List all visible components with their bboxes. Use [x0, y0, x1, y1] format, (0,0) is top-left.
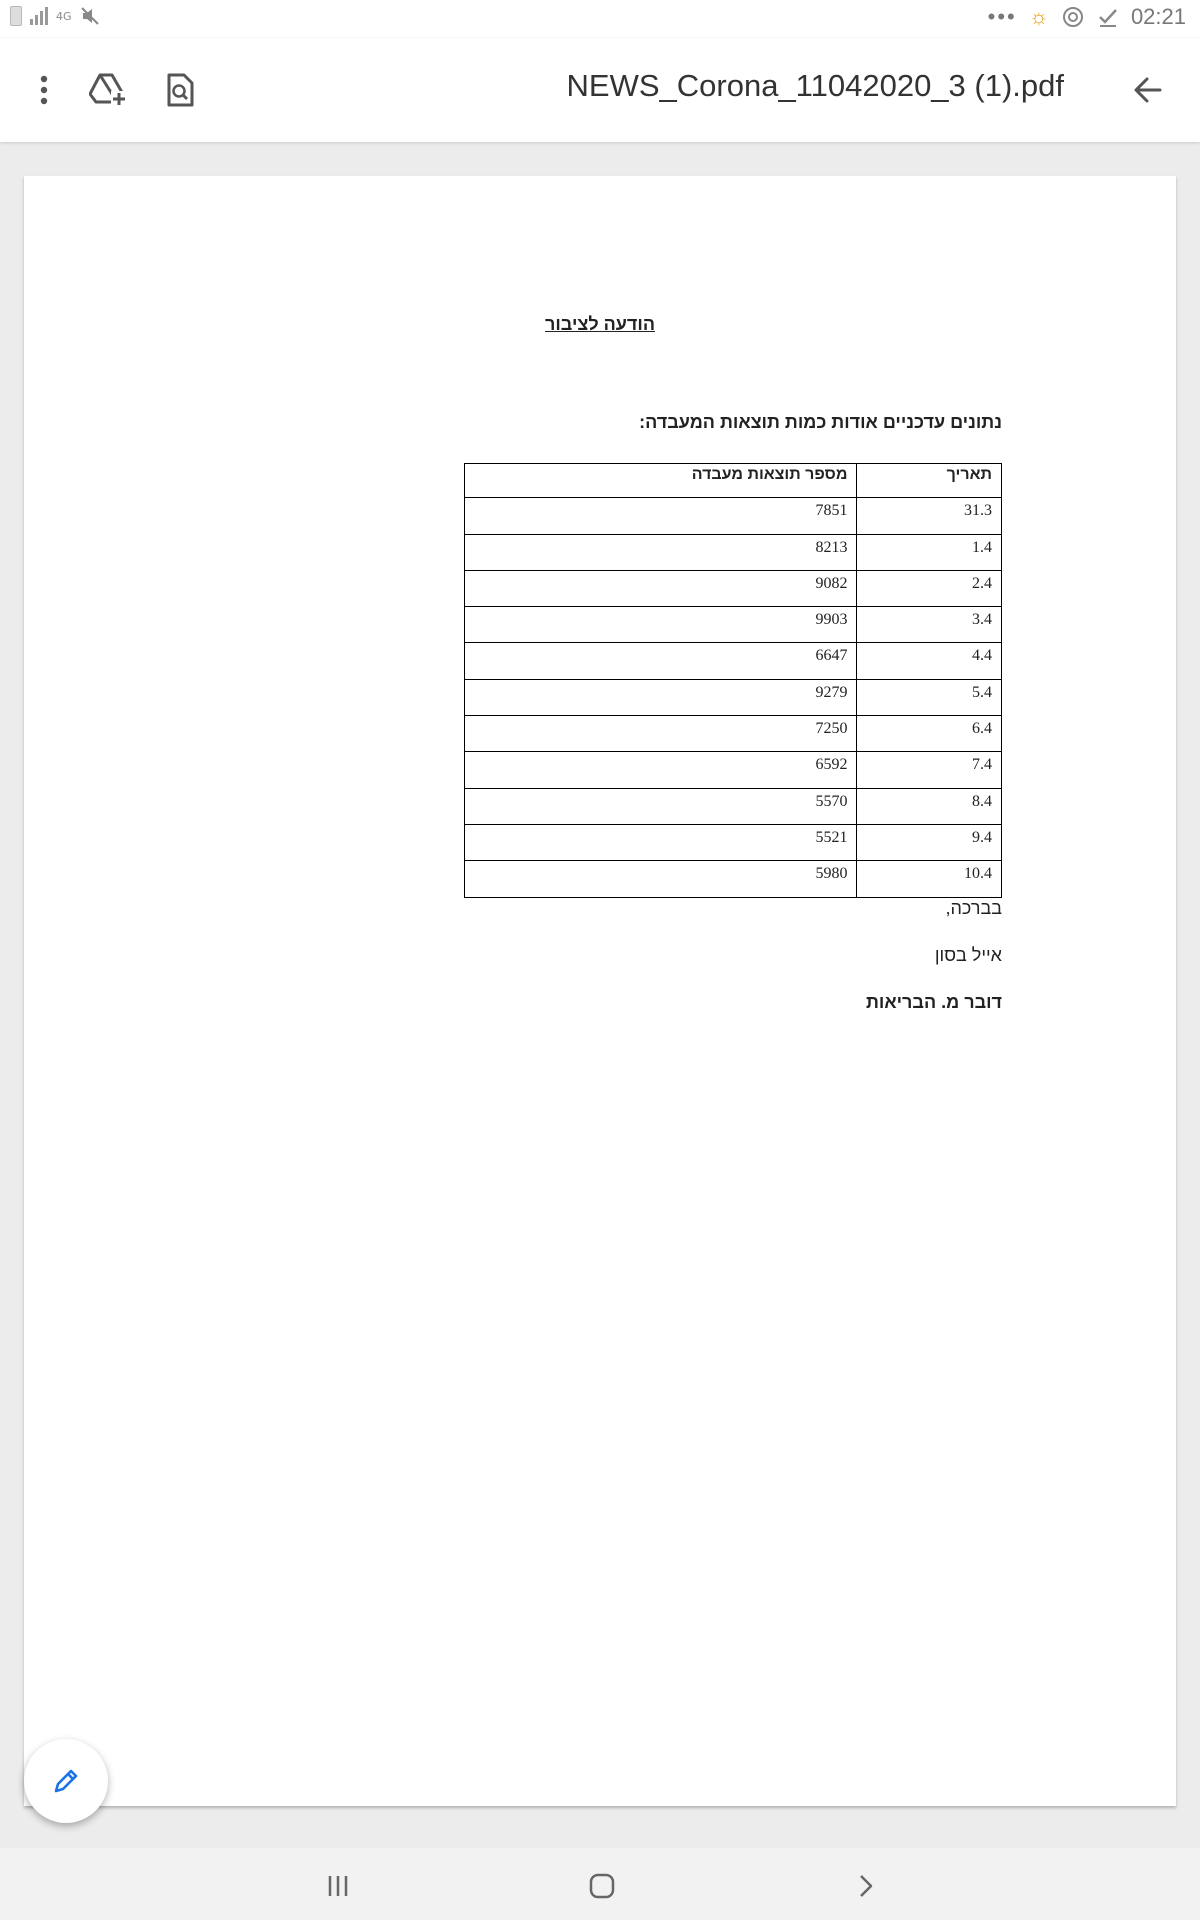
table-row [465, 498, 1002, 534]
drive-add-icon [89, 73, 127, 107]
more-options-button[interactable] [18, 64, 70, 116]
more-notifications-icon: ••• [987, 4, 1017, 29]
document-title: NEWS_Corona_11042020_3 (1).pdf [566, 68, 1064, 103]
table-row [465, 534, 1002, 570]
date-cell: 7.4 [857, 752, 1002, 788]
add-to-drive-button[interactable] [82, 64, 134, 116]
date-cell: 31.3 [857, 498, 1002, 534]
mute-icon [80, 6, 100, 26]
status-bar-left [10, 6, 100, 26]
date-cell: 4.4 [857, 643, 1002, 679]
home-icon [589, 1873, 615, 1899]
sync-icon [1061, 5, 1085, 29]
check-icon [1097, 6, 1119, 28]
pencil-icon [51, 1766, 81, 1796]
results-cell: 5570 [465, 788, 857, 824]
signal-icon [30, 7, 48, 25]
table-row [465, 679, 1002, 715]
pdf-page [24, 176, 1176, 1806]
table-row [465, 716, 1002, 752]
app-toolbar [0, 38, 1200, 142]
column-header-results: מספר תוצאות מעבדה [465, 464, 857, 498]
results-cell: 9903 [465, 607, 857, 643]
column-header-date: תאריך [857, 464, 1002, 498]
table-row [465, 788, 1002, 824]
table-row [465, 607, 1002, 643]
home-button[interactable] [580, 1864, 624, 1908]
results-cell: 6592 [465, 752, 857, 788]
date-cell: 5.4 [857, 679, 1002, 715]
chevron-right-icon [858, 1874, 874, 1898]
date-cell: 3.4 [857, 607, 1002, 643]
find-in-page-icon [166, 73, 194, 107]
clock: 02:21 [1130, 4, 1186, 29]
results-cell: 5980 [465, 861, 857, 897]
battery-icon [10, 6, 22, 26]
app-notification-icon: ☼ [1028, 4, 1049, 29]
table-row [465, 824, 1002, 860]
closing-line: בברכה, [945, 898, 1002, 918]
date-cell: 8.4 [857, 788, 1002, 824]
results-cell: 9082 [465, 570, 857, 606]
status-bar [0, 0, 1200, 38]
table-row [465, 752, 1002, 788]
recent-apps-button[interactable] [316, 1864, 360, 1908]
results-cell: 9279 [465, 679, 857, 715]
table-row [465, 861, 1002, 897]
document-subheading: נתונים עדכניים אודות כמות תוצאות המעבדה: [639, 412, 1002, 432]
document-heading-text: הודעה לציבור [544, 314, 655, 334]
more-vert-icon [39, 75, 49, 105]
document-heading [24, 314, 1176, 335]
signer-name: אייל בסון [934, 945, 1002, 965]
date-cell: 10.4 [857, 861, 1002, 897]
table-header-row [465, 464, 1002, 498]
results-cell: 7851 [465, 498, 857, 534]
find-in-document-button[interactable] [154, 64, 206, 116]
system-navigation-bar [0, 1848, 1200, 1920]
status-bar-right [988, 4, 1186, 30]
date-cell: 1.4 [857, 534, 1002, 570]
results-cell: 5521 [465, 824, 857, 860]
date-cell: 6.4 [857, 716, 1002, 752]
signer-title: דובר מ. הבריאות [866, 992, 1002, 1012]
table-row [465, 570, 1002, 606]
network-type: 4G [56, 9, 72, 23]
recent-apps-icon [326, 1875, 350, 1897]
lab-results-table [464, 463, 1002, 898]
edit-button[interactable] [24, 1739, 108, 1823]
arrow-back-icon [1134, 77, 1162, 103]
back-button[interactable] [1122, 64, 1174, 116]
results-cell: 7250 [465, 716, 857, 752]
back-nav-button[interactable] [844, 1864, 888, 1908]
date-cell: 2.4 [857, 570, 1002, 606]
results-cell: 6647 [465, 643, 857, 679]
results-cell: 8213 [465, 534, 857, 570]
date-cell: 9.4 [857, 824, 1002, 860]
table-row [465, 643, 1002, 679]
